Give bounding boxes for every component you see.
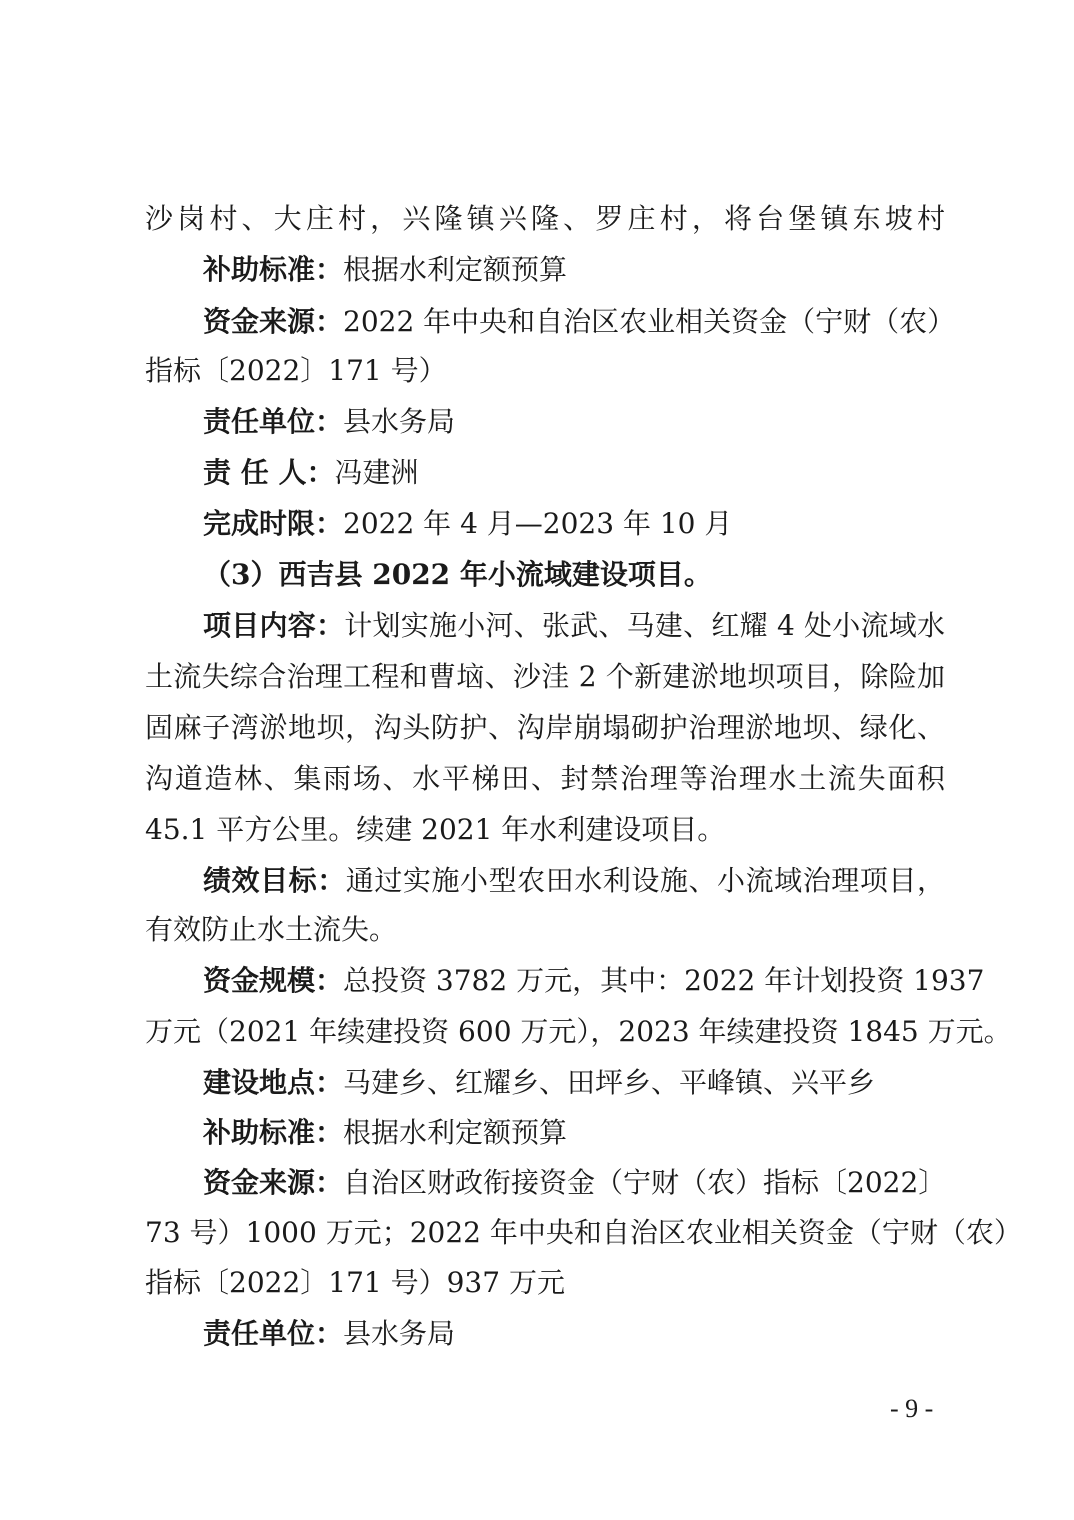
body-line: 万元（2021 年续建投资 600 万元），2023 年续建投资 1845 万元。 (145, 1015, 1012, 1048)
field-label: 项目内容： (203, 609, 345, 642)
field-subsidy-standard (203, 1115, 567, 1151)
body-line: 沟道造林、集雨场、水平梯田、封禁治理等治理水土流失面积 (145, 762, 945, 795)
field-value: 县水务局 (343, 1317, 456, 1350)
body-line: 45.1 平方公里。续建 2021 年水利建设项目。 (145, 813, 726, 846)
field-value: 冯建洲 (334, 456, 419, 489)
field-label: 完成时限： (203, 507, 344, 540)
field-value: 根据水利定额预算 (343, 253, 568, 286)
field-value: 县水务局 (343, 405, 456, 438)
field-label: 责任单位： (203, 1317, 344, 1350)
field-value: 自治区财政衔接资金（宁财（农）指标〔2022〕 (343, 1166, 947, 1199)
field-value: 根据水利定额预算 (343, 1116, 568, 1149)
field-construction-site (203, 1065, 875, 1101)
field-fund-source (203, 304, 956, 340)
field-label: 责 任 人： (203, 456, 335, 489)
body-line: 有效防止水土流失。 (145, 913, 398, 946)
field-project-content (203, 608, 945, 644)
field-responsible-person (203, 455, 419, 491)
field-value: 总投资 3782 万元，其中：2022 年计划投资 1937 (343, 964, 985, 997)
field-label: 资金来源： (203, 305, 344, 338)
body-line: 固麻子湾淤地坝，沟头防护、沟岸崩塌砌护治理淤地坝、绿化、 (145, 711, 945, 744)
section-heading: （3）西吉县 2022 年小流域建设项目。 (203, 558, 712, 591)
field-fund-scale (203, 963, 985, 999)
field-subsidy-standard (203, 252, 567, 288)
field-label: 补助标准： (203, 253, 344, 286)
field-label: 建设地点： (203, 1066, 344, 1099)
field-label: 资金规模： (203, 964, 344, 997)
field-value: 马建乡、红耀乡、田坪乡、平峰镇、兴平乡 (343, 1066, 876, 1099)
field-fund-source (203, 1165, 945, 1201)
field-label: 资金来源： (203, 1166, 344, 1199)
field-value: 2022 年 4 月—2023 年 10 月 (343, 507, 733, 540)
field-value: 通过实施小型农田水利设施、小流域治理项目， (345, 864, 945, 897)
field-responsible-unit (203, 1316, 455, 1352)
field-value: 2022 年中央和自治区农业相关资金（宁财（农） (343, 305, 956, 338)
field-responsible-unit (203, 404, 455, 440)
field-performance-goal (203, 863, 945, 899)
field-label: 责任单位： (203, 405, 344, 438)
body-line: 沙岗村、大庄村，兴隆镇兴隆、罗庄村，将台堡镇东坡村 (145, 202, 945, 235)
field-label: 绩效目标： (203, 864, 346, 897)
body-line: 土流失综合治理工程和曹垴、沙洼 2 个新建淤地坝项目，除险加 (145, 660, 945, 693)
body-line: 指标〔2022〕171 号） (145, 354, 447, 387)
field-label: 补助标准： (203, 1116, 344, 1149)
body-line: 指标〔2022〕171 号）937 万元 (145, 1266, 565, 1299)
page-number: - 9 - (890, 1394, 934, 1423)
field-completion-time (203, 506, 732, 542)
field-value: 计划实施小河、张武、马建、红耀 4 处小流域水 (344, 609, 945, 642)
body-line: 73 号）1000 万元；2022 年中央和自治区农业相关资金（宁财（农） (145, 1216, 1022, 1249)
